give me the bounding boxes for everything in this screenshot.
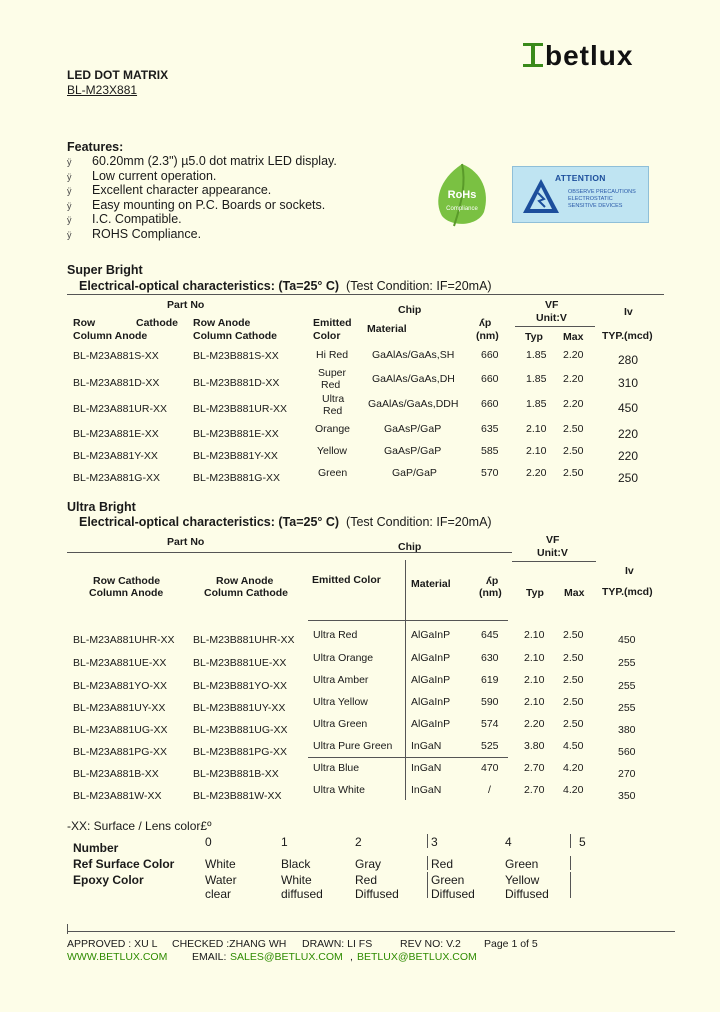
legend-title: -XX: Surface / Lens color£º (67, 819, 212, 833)
hdr-color: Color (313, 330, 341, 342)
hdr-typ: Typ (526, 587, 544, 599)
legend-ref-label: Ref Surface Color (73, 857, 175, 871)
hdr-row: Row (73, 317, 96, 329)
rohs-compliance-text: Compliance (446, 206, 478, 212)
sales-email-link[interactable]: SALES@BETLUX.COM (230, 951, 343, 963)
hdr-lambda-p: ʎp (486, 575, 499, 587)
bullet-icon: ÿ (67, 186, 72, 196)
hdr-nm: (nm) (476, 330, 499, 342)
hdr-lambda-p: ʎp (479, 317, 492, 329)
hdr-chip: Chip (398, 304, 422, 316)
super-eo-heading: Electrical-optical characteristics: (Ta=25° C) (Test Condition: IF=20mA) (79, 279, 492, 293)
feature-item: ÿ ROHS Compliance. (67, 227, 202, 241)
feature-item: ÿ Easy mounting on P.C. Boards or sockets. (67, 198, 326, 212)
super-bright-title: Super Bright (67, 263, 143, 277)
hdr-iv: Iv (624, 306, 633, 318)
model-number: BL-M23X881 (67, 83, 138, 97)
hdr-chip: Chip (398, 541, 422, 553)
features-title: Features: (67, 140, 124, 154)
hdr-emitted-color: Emitted Color (312, 574, 381, 586)
bullet-icon: ÿ (67, 157, 72, 167)
feature-item: ÿ Low current operation. (67, 169, 217, 183)
hdr-unit: Unit:V (536, 312, 567, 324)
hdr-part-no: Part No (167, 536, 205, 548)
bullet-icon: ÿ (67, 230, 72, 240)
bullet-icon: ÿ (67, 172, 72, 182)
approved-by: APPROVED : XU L (67, 938, 158, 950)
hdr-material: Material (411, 578, 451, 590)
hdr-nm: (nm) (479, 587, 502, 599)
hdr-column-anode: Column Anode (89, 587, 164, 599)
rohs-text: RoHs (447, 189, 477, 201)
legend-number-label: Number (73, 841, 119, 855)
website-link[interactable]: WWW.BETLUX.COM (67, 951, 168, 963)
email-separator: , (350, 951, 353, 963)
bullet-icon: ÿ (67, 215, 72, 225)
rohs-leaf-icon (432, 162, 492, 230)
hdr-material: Material (367, 323, 407, 335)
hdr-part-no: Part No (167, 299, 205, 311)
hdr-column-cathode: Column Cathode (193, 330, 277, 342)
legend-epoxy-label: Epoxy Color (73, 873, 144, 887)
drawn-by: DRAWN: LI FS (302, 938, 373, 950)
doc-title: LED DOT MATRIX (67, 68, 169, 82)
hdr-typ-mcd: TYP.(mcd) (602, 330, 653, 342)
esd-line: OBSERVE PRECAUTIONS (568, 189, 636, 195)
ultra-eo-heading: Electrical-optical characteristics: (Ta=25° C) (Test Condition: IF=20mA) (79, 515, 492, 529)
hdr-row-anode: Row Anode (193, 317, 251, 329)
esd-line: SENSITIVE DEVICES (568, 203, 623, 209)
hdr-typ-mcd: TYP.(mcd) (602, 586, 653, 598)
feature-item: ÿ 60.20mm (2.3") µ5.0 dot matrix LED display. (67, 154, 337, 168)
esd-attention-badge (512, 166, 649, 223)
hdr-max: Max (564, 587, 585, 599)
esd-title: ATTENTION (555, 173, 606, 183)
feature-item: ÿ Excellent character appearance. (67, 183, 272, 197)
ultra-bright-title: Ultra Bright (67, 500, 136, 514)
hdr-iv: Iv (625, 565, 634, 577)
hdr-row-cathode: Row Cathode (93, 575, 161, 587)
esd-line: ELECTROSTATIC (568, 196, 613, 202)
bullet-icon: ÿ (67, 201, 72, 211)
hdr-cathode: Cathode (136, 317, 178, 329)
hdr-vf: VF (546, 534, 560, 546)
hdr-emitted: Emitted (313, 317, 352, 329)
hdr-typ: Typ (525, 331, 543, 343)
checked-by: CHECKED :ZHANG WH (172, 938, 287, 950)
hdr-unit: Unit:V (537, 547, 568, 559)
page-number: Page 1 of 5 (484, 938, 538, 950)
hdr-row-anode: Row Anode (216, 575, 274, 587)
revision: REV NO: V.2 (400, 938, 461, 950)
betlux-logo (523, 40, 653, 68)
feature-item: ÿ I.C. Compatible. (67, 212, 182, 226)
betlux-email-link[interactable]: BETLUX@BETLUX.COM (357, 951, 477, 963)
hdr-column-anode: Column Anode (73, 330, 148, 342)
email-label: EMAIL: (192, 951, 227, 963)
hdr-column-cathode: Column Cathode (204, 587, 288, 599)
hdr-max: Max (563, 331, 584, 343)
hdr-vf: VF (545, 299, 559, 311)
logo-text: betlux (545, 40, 634, 68)
